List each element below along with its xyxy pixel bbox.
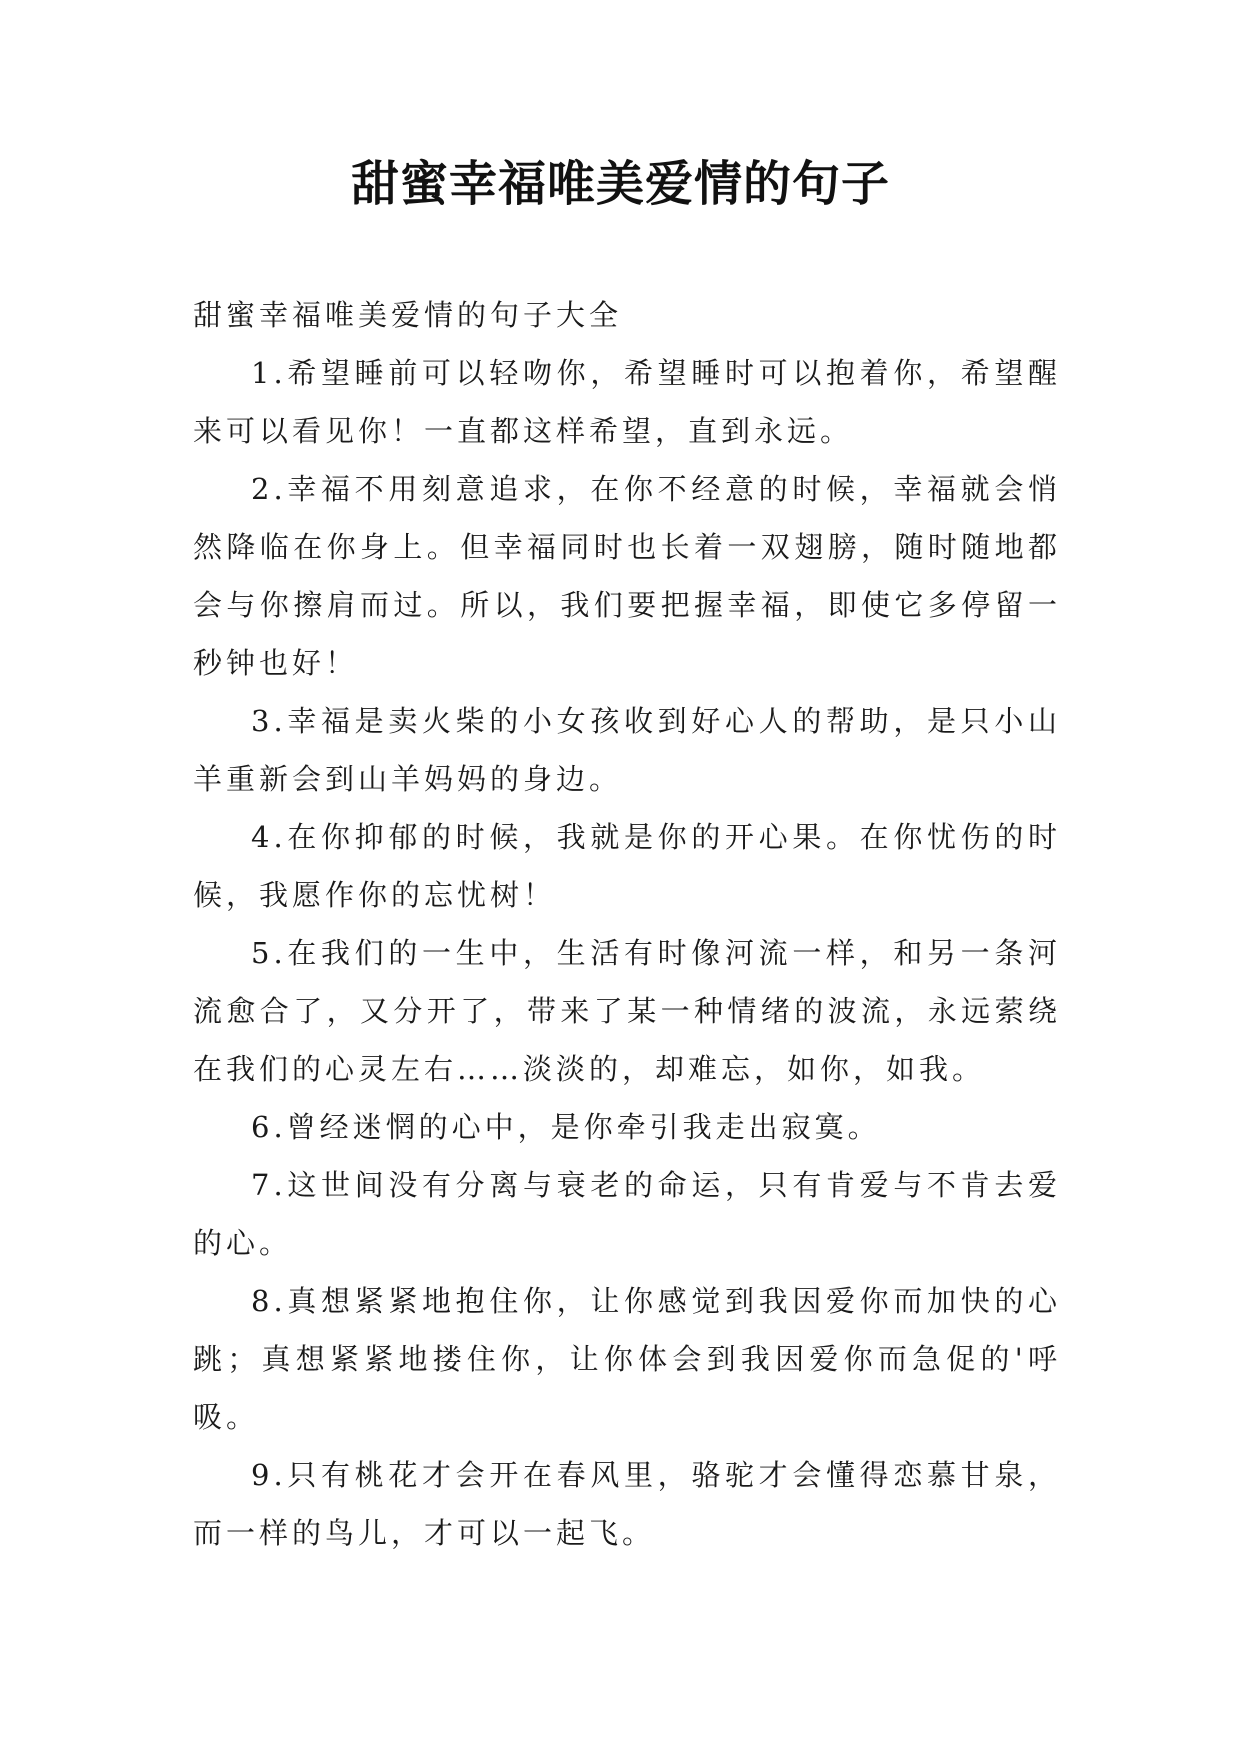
paragraph-2: 2.幸福不用刻意追求，在你不经意的时候，幸福就会悄然降临在你身上。但幸福同时也长着一双翅膀，随时随地都会与你擦肩而过。所以，我们要把握幸福，即使它多停留一秒钟也好！	[193, 472, 1061, 680]
paragraph-5: 5.在我们的一生中，生活有时像河流一样，和另一条河流愈合了，又分开了，带来了某一种情绪的波流，永远萦绕在我们的心灵左右……淡淡的，却难忘，如你，如我。	[193, 936, 1061, 1086]
document-body	[193, 286, 1061, 1562]
paragraph-1: 1.希望睡前可以轻吻你，希望睡时可以抱着你，希望醒来可以看见你！一直都这样希望，直到永远。	[193, 356, 1061, 448]
paragraph-4: 4.在你抑郁的时候，我就是你的开心果。在你忧伤的时候，我愿作你的忘忧树！	[193, 820, 1061, 912]
paragraph-8: 8.真想紧紧地抱住你，让你感觉到我因爱你而加快的心跳；真想紧紧地搂住你，让你体会到我因爱你而急促的'呼吸。	[193, 1284, 1061, 1434]
paragraph-7: 7.这世间没有分离与衰老的命运，只有肯爱与不肯去爱的心。	[193, 1168, 1061, 1260]
paragraph-6: 6.曾经迷惘的心中，是你牵引我走出寂寞。	[251, 1110, 881, 1144]
paragraph-3: 3.幸福是卖火柴的小女孩收到好心人的帮助，是只小山羊重新会到山羊妈妈的身边。	[193, 704, 1061, 796]
document-title: 甜蜜幸福唯美爱情的句子	[350, 156, 890, 212]
paragraph-9: 9.只有桃花才会开在春风里，骆驼才会懂得恋慕甘泉，而一样的鸟儿，才可以一起飞。	[193, 1458, 1061, 1550]
document-subtitle: 甜蜜幸福唯美爱情的句子大全	[193, 298, 623, 332]
